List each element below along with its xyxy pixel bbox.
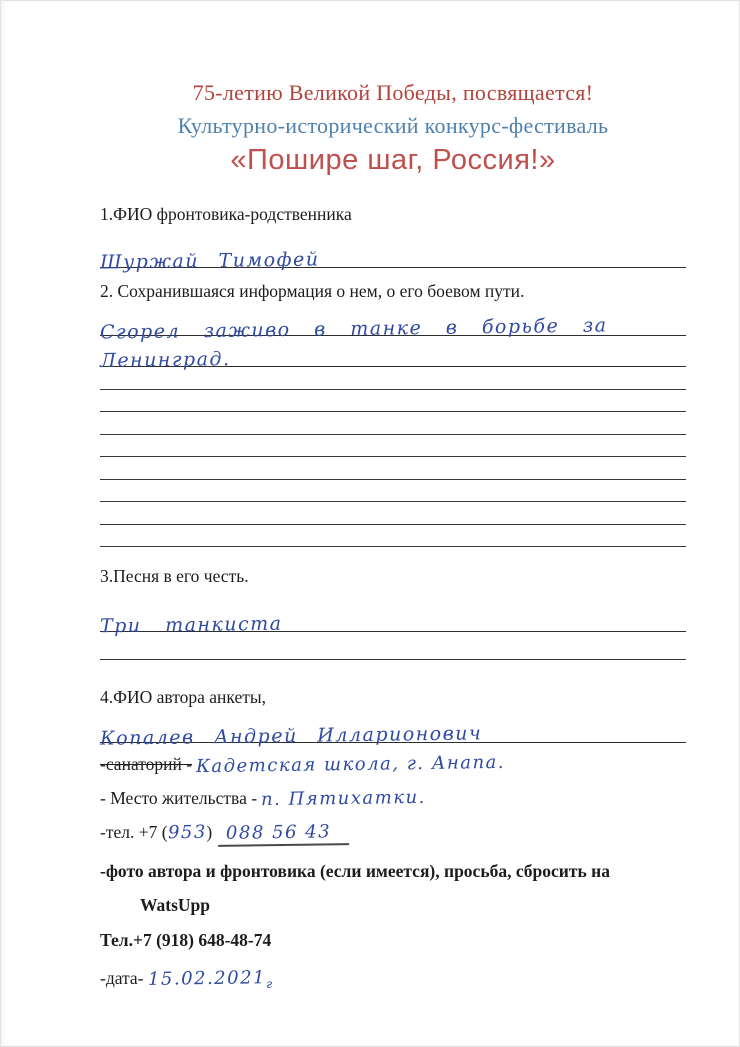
phone-area-code-handwriting: 953 bbox=[167, 821, 207, 844]
q2-label: 2. Сохранившаяся информация о нем, о его боевом пути. bbox=[100, 281, 525, 301]
slogan-title: «Пошире шаг, Россия!» bbox=[230, 144, 556, 176]
q4-label: 4.ФИО автора анкеты, bbox=[100, 687, 267, 707]
dedication-title: 75-летию Великой Победы, посвящается! bbox=[192, 80, 594, 105]
q2-answer-line-1 bbox=[99, 302, 686, 344]
blank-ruled-line bbox=[100, 457, 686, 480]
q3-label: 3.Песня в его честь. bbox=[100, 566, 249, 586]
blank-ruled-line bbox=[100, 480, 686, 503]
date-handwriting: $15.02.2021_г$ bbox=[147, 967, 274, 991]
school-row bbox=[100, 751, 686, 778]
blank-ruled-line bbox=[100, 525, 686, 548]
blank-ruled-line bbox=[100, 502, 686, 525]
residence-row bbox=[100, 788, 686, 809]
phone-label: -тел. +7 ( bbox=[100, 822, 168, 842]
blank-ruled-line bbox=[100, 632, 686, 660]
q2-answer-handwriting-2: Ленинград. bbox=[99, 348, 231, 372]
q1-answer-handwriting: Шуржай Тимофей bbox=[99, 248, 320, 274]
date-row bbox=[100, 968, 686, 992]
q1-label: 1.ФИО фронтовика-родственника bbox=[100, 204, 352, 224]
q4-answer-line bbox=[99, 708, 686, 750]
festival-title: Культурно-исторический конкурс-фестиваль bbox=[177, 113, 609, 138]
blank-ruled-line bbox=[100, 435, 686, 458]
residence-label: - Место жительства - bbox=[100, 788, 258, 808]
school-handwriting: Кадетская школа, г. Анапа. bbox=[196, 751, 506, 778]
phone-number-handwriting: 088 56 43 bbox=[218, 821, 349, 847]
sanatorium-label-struck: -санаторий - bbox=[100, 754, 193, 774]
q1-answer-line bbox=[99, 225, 686, 274]
residence-handwriting: п. Пятихатки. bbox=[261, 786, 427, 811]
q3-answer-handwriting: Три танкиста bbox=[99, 612, 283, 638]
photo-note-line1: -фото автора и фронтовика (если имеется), просьба, сбросить на bbox=[100, 861, 610, 881]
q3-answer-line bbox=[99, 587, 686, 638]
date-suffix: г bbox=[265, 976, 274, 991]
q4-answer-handwriting: Копалев Андрей Илларионович bbox=[99, 722, 483, 750]
blank-ruled-line bbox=[100, 390, 686, 413]
photo-note-line2-watsupp: WatsUpp bbox=[140, 895, 211, 915]
phone-close-paren: ) bbox=[206, 822, 213, 842]
date-label: -дата- bbox=[100, 968, 144, 988]
phone-row bbox=[100, 822, 686, 846]
q2-answer-handwriting-1: Сгорел заживо в танке в борьбе за bbox=[99, 314, 608, 344]
blank-ruled-line bbox=[100, 412, 686, 435]
contact-phone: Тел.+7 (918) 648-48-74 bbox=[100, 930, 272, 950]
